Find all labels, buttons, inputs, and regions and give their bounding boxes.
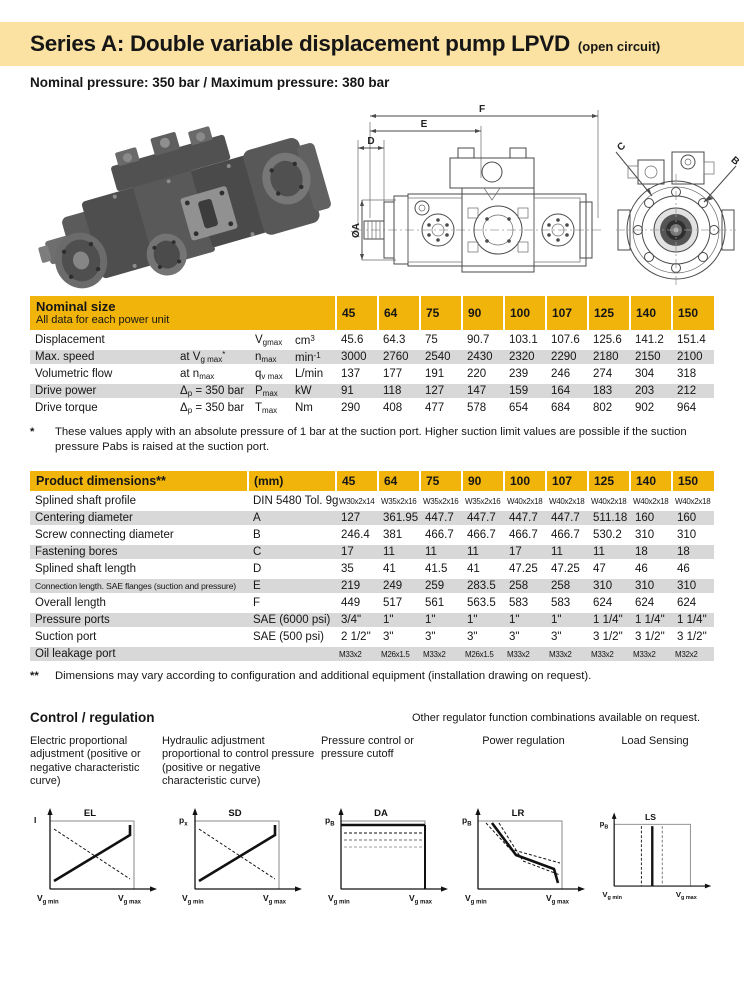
unit-header: (mm) <box>248 471 336 493</box>
row-condition: at $n_{max}$ <box>175 366 250 383</box>
value-cell: 17 <box>336 544 378 561</box>
value-cell: M33x2 <box>420 646 462 663</box>
row-label: Volumetric flow <box>30 366 175 383</box>
value-cell: M33x2 <box>546 646 588 663</box>
svg-text:px: $p_x$ <box>179 814 189 827</box>
size-column-header: 100 <box>504 296 546 332</box>
value-cell: 3" <box>420 629 462 646</box>
table-title: Nominal size <box>36 299 116 314</box>
product-dimensions-table <box>30 471 714 664</box>
row-label: Drive torque <box>30 400 175 417</box>
graph-slot <box>453 805 594 909</box>
value-cell: M26x1.5 <box>462 646 504 663</box>
graph-caption: Hydraulic adjustment proportional to control pressure (positive or negative characteristic curve) <box>162 734 315 787</box>
value-cell: 246.4 <box>336 527 378 544</box>
value-cell: 183 <box>588 383 630 400</box>
value-cell: 17 <box>504 544 546 561</box>
product-dimensions-header-row <box>30 471 714 493</box>
value-cell: 583 <box>546 595 588 612</box>
value-cell: 1" <box>462 612 504 629</box>
size-column-header: 140 <box>630 296 672 332</box>
value-cell: W40x2x18 <box>504 493 546 510</box>
graph-caption: Electric proportional adjustment (positive or negative characteristic curve) <box>30 734 141 787</box>
value-cell: 125.6 <box>588 332 630 349</box>
value-cell: M33x2 <box>336 646 378 663</box>
value-cell: 147 <box>462 383 504 400</box>
svg-text:LR: LR <box>512 807 525 819</box>
value-cell: 1" <box>378 612 420 629</box>
value-cell: 219 <box>336 578 378 595</box>
value-cell: 220 <box>462 366 504 383</box>
row-unit: $\min^{-1}$ <box>290 349 336 366</box>
value-cell: 310 <box>588 578 630 595</box>
footnote-marker: * <box>30 426 35 438</box>
size-column-header: 64 <box>378 471 420 493</box>
table-row <box>30 332 714 349</box>
value-cell: 624 <box>630 595 672 612</box>
value-cell: 583 <box>504 595 546 612</box>
control-graph-EL <box>30 805 160 909</box>
value-cell: W40x2x18 <box>630 493 672 510</box>
value-cell: 41.5 <box>420 561 462 578</box>
row-label: Max. speed <box>30 349 175 366</box>
graph-caption: Pressure control or pressure cutoff <box>320 734 414 760</box>
graph-slot <box>596 805 714 909</box>
value-cell: 466.7 <box>546 527 588 544</box>
value-cell: 212 <box>672 383 714 400</box>
table-row <box>30 400 714 417</box>
size-column-header: 45 <box>336 296 378 332</box>
dim-label-b: B <box>728 154 742 168</box>
svg-text:Vg min: $V_{g min}$ <box>37 892 59 905</box>
table-row <box>30 510 714 527</box>
value-cell: 91 <box>336 383 378 400</box>
value-cell: 304 <box>630 366 672 383</box>
value-cell: 449 <box>336 595 378 612</box>
value-cell: 3/4" <box>336 612 378 629</box>
value-cell: 127 <box>420 383 462 400</box>
size-column-header: 90 <box>462 296 504 332</box>
svg-text:Vg max: $V_{g max}$ <box>118 892 142 905</box>
footnote-text: Dimensions may vary according to configuration and additional equipment (installation drawing on request). <box>55 670 592 682</box>
value-cell: 310 <box>630 527 672 544</box>
value-cell: 11 <box>546 544 588 561</box>
row-label: Splined shaft length <box>30 561 248 578</box>
control-graph-DA <box>321 805 451 909</box>
table-row <box>30 366 714 383</box>
size-column-header: 100 <box>504 471 546 493</box>
pressure-subtitle: Nominal pressure: 350 bar / Maximum pressure: 380 bar <box>30 75 390 90</box>
row-label: Overall length <box>30 595 248 612</box>
page-title: Series A: Double variable displacement pump LPVD <box>30 31 570 56</box>
table-subtitle: All data for each power unit <box>36 314 170 326</box>
footnote-dimensions <box>30 669 714 684</box>
value-cell: 466.7 <box>504 527 546 544</box>
graph-slot <box>162 805 319 909</box>
value-cell: 2290 <box>546 349 588 366</box>
title-banner <box>0 22 744 66</box>
value-cell: W40x2x18 <box>546 493 588 510</box>
value-cell: 11 <box>378 544 420 561</box>
row-label: Oil leakage port <box>30 646 248 663</box>
row-spec: E <box>248 578 336 595</box>
row-condition: $\Delta_p = 350$ bar <box>175 400 250 417</box>
value-cell: 45.6 <box>336 332 378 349</box>
row-spec: SAE (6000 psi) <box>248 612 336 629</box>
value-cell: M32x2 <box>672 646 714 663</box>
side-view-figure <box>350 100 608 290</box>
svg-text:pB: $p_B$ <box>599 818 609 830</box>
value-cell: 35 <box>336 561 378 578</box>
value-cell: 802 <box>588 400 630 417</box>
svg-text:Vg max: $V_{g max}$ <box>263 892 287 905</box>
value-cell: 75 <box>420 332 462 349</box>
value-cell: 127 <box>336 510 378 527</box>
value-cell: 3 1/2" <box>588 629 630 646</box>
control-column-el <box>30 735 158 914</box>
table-row <box>30 578 714 595</box>
value-cell: 41 <box>378 561 420 578</box>
value-cell: 90.7 <box>462 332 504 349</box>
value-cell: 964 <box>672 400 714 417</box>
value-cell: 654 <box>504 400 546 417</box>
row-label: Splined shaft profile <box>30 493 248 510</box>
dim-label-f: F <box>478 104 486 115</box>
value-cell: 684 <box>546 400 588 417</box>
size-column-header: 125 <box>588 296 630 332</box>
size-column-header: 75 <box>420 471 462 493</box>
row-spec: SAE (500 psi) <box>248 629 336 646</box>
value-cell: 310 <box>672 527 714 544</box>
row-spec: C <box>248 544 336 561</box>
row-label: Fastening bores <box>30 544 248 561</box>
value-cell: 447.7 <box>546 510 588 527</box>
dim-label-d: D <box>367 136 375 147</box>
row-label: Suction port <box>30 629 248 646</box>
control-column-lr <box>453 735 594 914</box>
table-row <box>30 493 714 510</box>
value-cell: W30x2x14 <box>336 493 378 510</box>
row-unit: $cm^3$ <box>290 332 336 349</box>
value-cell: 258 <box>504 578 546 595</box>
size-column-header: 75 <box>420 296 462 332</box>
value-cell: 274 <box>588 366 630 383</box>
control-regulation-note: Other regulator function combinations available on request. <box>412 711 701 724</box>
value-cell: 1" <box>420 612 462 629</box>
value-cell: 310 <box>630 578 672 595</box>
dim-label-e: E <box>420 119 428 130</box>
row-label: Drive power <box>30 383 175 400</box>
table-row <box>30 612 714 629</box>
control-graph-LR <box>458 805 588 909</box>
row-spec <box>248 646 336 663</box>
value-cell: 477 <box>420 400 462 417</box>
svg-text:pB: $p_B$ <box>324 814 335 827</box>
value-cell: 361.95 <box>378 510 420 527</box>
value-cell: 530.2 <box>588 527 630 544</box>
size-column-header: 150 <box>672 471 714 493</box>
value-cell: 239 <box>504 366 546 383</box>
value-cell: 18 <box>630 544 672 561</box>
svg-text:Vg max: $V_{g max}$ <box>546 892 570 905</box>
value-cell: 47.25 <box>546 561 588 578</box>
value-cell: 902 <box>630 400 672 417</box>
pump-3d-photo <box>30 100 350 290</box>
front-view-drawing <box>608 100 744 290</box>
value-cell: 3000 <box>336 349 378 366</box>
value-cell: 1" <box>546 612 588 629</box>
value-cell: 3" <box>504 629 546 646</box>
value-cell: 11 <box>420 544 462 561</box>
value-cell: 3 1/2" <box>630 629 672 646</box>
row-symbol: $n_{max}$ <box>250 349 290 366</box>
value-cell: 47.25 <box>504 561 546 578</box>
control-column-ls <box>596 735 714 914</box>
value-cell: 118 <box>378 383 420 400</box>
value-cell: 64.3 <box>378 332 420 349</box>
value-cell: 141.2 <box>630 332 672 349</box>
svg-text:Vg min: $V_{g min}$ <box>602 889 622 901</box>
pump-photo-figure <box>30 100 350 290</box>
row-unit: L/min <box>290 366 336 383</box>
value-cell: 177 <box>378 366 420 383</box>
size-column-header: 90 <box>462 471 504 493</box>
table-row <box>30 383 714 400</box>
row-unit: Nm <box>290 400 336 417</box>
control-column-da <box>321 735 451 914</box>
control-graph-LS <box>596 805 714 909</box>
value-cell: 2180 <box>588 349 630 366</box>
row-condition: at $V_{g max}^*$ <box>175 349 250 366</box>
value-cell: 578 <box>462 400 504 417</box>
svg-text:Vg min: $V_{g min}$ <box>182 892 205 905</box>
value-cell: W35x2x16 <box>462 493 504 510</box>
value-cell: 46 <box>672 561 714 578</box>
row-spec: F <box>248 595 336 612</box>
row-label: Connection length. SAE flanges (suction and pressure) <box>30 578 248 595</box>
value-cell: 381 <box>378 527 420 544</box>
graph-slot <box>321 805 451 914</box>
value-cell: 283.5 <box>462 578 504 595</box>
value-cell: 2540 <box>420 349 462 366</box>
svg-text:EL: EL <box>83 807 97 819</box>
nominal-size-header-label <box>30 296 336 332</box>
product-dimensions-section <box>30 471 714 664</box>
value-cell: 103.1 <box>504 332 546 349</box>
value-cell: 466.7 <box>420 527 462 544</box>
table-row <box>30 595 714 612</box>
row-symbol: $T_{max}$ <box>250 400 290 417</box>
value-cell: W35x2x16 <box>420 493 462 510</box>
value-cell: 447.7 <box>462 510 504 527</box>
control-regulation-header <box>30 710 714 725</box>
control-column-sd <box>162 735 319 914</box>
svg-text:LS: LS <box>644 811 656 822</box>
row-condition: $\Delta_p = 350$ bar <box>175 383 250 400</box>
svg-text:pB: $p_B$ <box>462 814 473 827</box>
value-cell: 160 <box>672 510 714 527</box>
value-cell: 2 1/2" <box>336 629 378 646</box>
size-column-header: 150 <box>672 296 714 332</box>
footnote-marker: ** <box>30 670 39 682</box>
nominal-size-section <box>30 296 714 418</box>
row-condition <box>175 332 250 349</box>
table-row <box>30 629 714 646</box>
footnote-text: These values apply with an absolute pressure of 1 bar at the suction port. Higher suction limit values are possible if the suction pressure Pabs is raised at the suction port. <box>55 426 687 453</box>
value-cell: 258 <box>546 578 588 595</box>
row-symbol: $P_{max}$ <box>250 383 290 400</box>
svg-text:Vg min: $V_{g min}$ <box>465 892 488 905</box>
value-cell: 249 <box>378 578 420 595</box>
value-cell: 563.5 <box>462 595 504 612</box>
table-row <box>30 527 714 544</box>
value-cell: 2100 <box>672 349 714 366</box>
value-cell: 624 <box>588 595 630 612</box>
row-spec: B <box>248 527 336 544</box>
value-cell: 561 <box>420 595 462 612</box>
value-cell: 2430 <box>462 349 504 366</box>
size-column-header: 107 <box>546 296 588 332</box>
svg-text:I: I <box>34 814 37 825</box>
value-cell: 3" <box>546 629 588 646</box>
value-cell: 447.7 <box>420 510 462 527</box>
row-label: Displacement <box>30 332 175 349</box>
value-cell: 46 <box>630 561 672 578</box>
value-cell: M26x1.5 <box>378 646 420 663</box>
page-title-suffix: (open circuit) <box>577 39 661 54</box>
dim-label-c: C <box>615 140 628 154</box>
row-symbol: $V_{gmax}$ <box>250 332 290 349</box>
front-view-figure <box>608 100 744 290</box>
value-cell: W35x2x16 <box>378 493 420 510</box>
value-cell: 3" <box>378 629 420 646</box>
control-graph-SD <box>175 805 305 909</box>
value-cell: 151.4 <box>672 332 714 349</box>
size-column-header: 140 <box>630 471 672 493</box>
value-cell: 408 <box>378 400 420 417</box>
table-row <box>30 544 714 561</box>
value-cell: W40x2x18 <box>672 493 714 510</box>
value-cell: 1 1/4" <box>672 612 714 629</box>
value-cell: 164 <box>546 383 588 400</box>
value-cell: W40x2x18 <box>588 493 630 510</box>
value-cell: 137 <box>336 366 378 383</box>
value-cell: 160 <box>630 510 672 527</box>
graph-slot <box>30 805 158 914</box>
nominal-size-header-row <box>30 296 714 332</box>
value-cell: M33x2 <box>504 646 546 663</box>
row-label: Screw connecting diameter <box>30 527 248 544</box>
value-cell: 203 <box>630 383 672 400</box>
svg-text:SD: SD <box>228 807 243 819</box>
size-column-header: 107 <box>546 471 588 493</box>
value-cell: 246 <box>546 366 588 383</box>
value-cell: 11 <box>588 544 630 561</box>
svg-text:Vg min: $V_{g min}$ <box>327 892 350 905</box>
value-cell: 290 <box>336 400 378 417</box>
value-cell: 2150 <box>630 349 672 366</box>
value-cell: 11 <box>462 544 504 561</box>
size-column-header: 125 <box>588 471 630 493</box>
value-cell: 318 <box>672 366 714 383</box>
graph-caption: Load Sensing <box>621 734 689 747</box>
value-cell: M33x2 <box>588 646 630 663</box>
value-cell: 259 <box>420 578 462 595</box>
value-cell: 2320 <box>504 349 546 366</box>
value-cell: 107.6 <box>546 332 588 349</box>
value-cell: 191 <box>420 366 462 383</box>
row-unit: kW <box>290 383 336 400</box>
graph-caption: Power regulation <box>482 734 565 747</box>
value-cell: 466.7 <box>462 527 504 544</box>
value-cell: 3 1/2" <box>672 629 714 646</box>
value-cell: M33x2 <box>630 646 672 663</box>
value-cell: 1 1/4" <box>630 612 672 629</box>
value-cell: 159 <box>504 383 546 400</box>
svg-text:Vg max: $V_{g max}$ <box>675 889 697 901</box>
size-column-header: 45 <box>336 471 378 493</box>
table-title: Product dimensions** <box>30 471 248 493</box>
value-cell: 511.18 <box>588 510 630 527</box>
control-graph-row <box>30 735 714 914</box>
row-spec: A <box>248 510 336 527</box>
table-row <box>30 349 714 366</box>
table-row <box>30 646 714 663</box>
value-cell: 517 <box>378 595 420 612</box>
value-cell: 310 <box>672 578 714 595</box>
value-cell: 1 1/4" <box>588 612 630 629</box>
side-view-drawing <box>350 100 608 290</box>
value-cell: 1" <box>504 612 546 629</box>
figures-row <box>30 100 744 290</box>
value-cell: 47 <box>588 561 630 578</box>
nominal-size-table <box>30 296 714 418</box>
dim-label-a: ØA <box>351 223 362 238</box>
value-cell: 447.7 <box>504 510 546 527</box>
row-spec: D <box>248 561 336 578</box>
control-regulation-title: Control / regulation <box>30 709 155 725</box>
value-cell: 3" <box>462 629 504 646</box>
value-cell: 18 <box>672 544 714 561</box>
value-cell: 41 <box>462 561 504 578</box>
size-column-header: 64 <box>378 296 420 332</box>
svg-text:Vg max: $V_{g max}$ <box>408 892 432 905</box>
value-cell: 624 <box>672 595 714 612</box>
row-label: Centering diameter <box>30 510 248 527</box>
value-cell: 2760 <box>378 349 420 366</box>
row-symbol: $q_{v max}$ <box>250 366 290 383</box>
row-label: Pressure ports <box>30 612 248 629</box>
table-row <box>30 561 714 578</box>
row-spec: DIN 5480 Tol. 9g <box>248 493 336 510</box>
svg-text:DA: DA <box>374 807 388 819</box>
footnote-nominal <box>30 425 714 454</box>
